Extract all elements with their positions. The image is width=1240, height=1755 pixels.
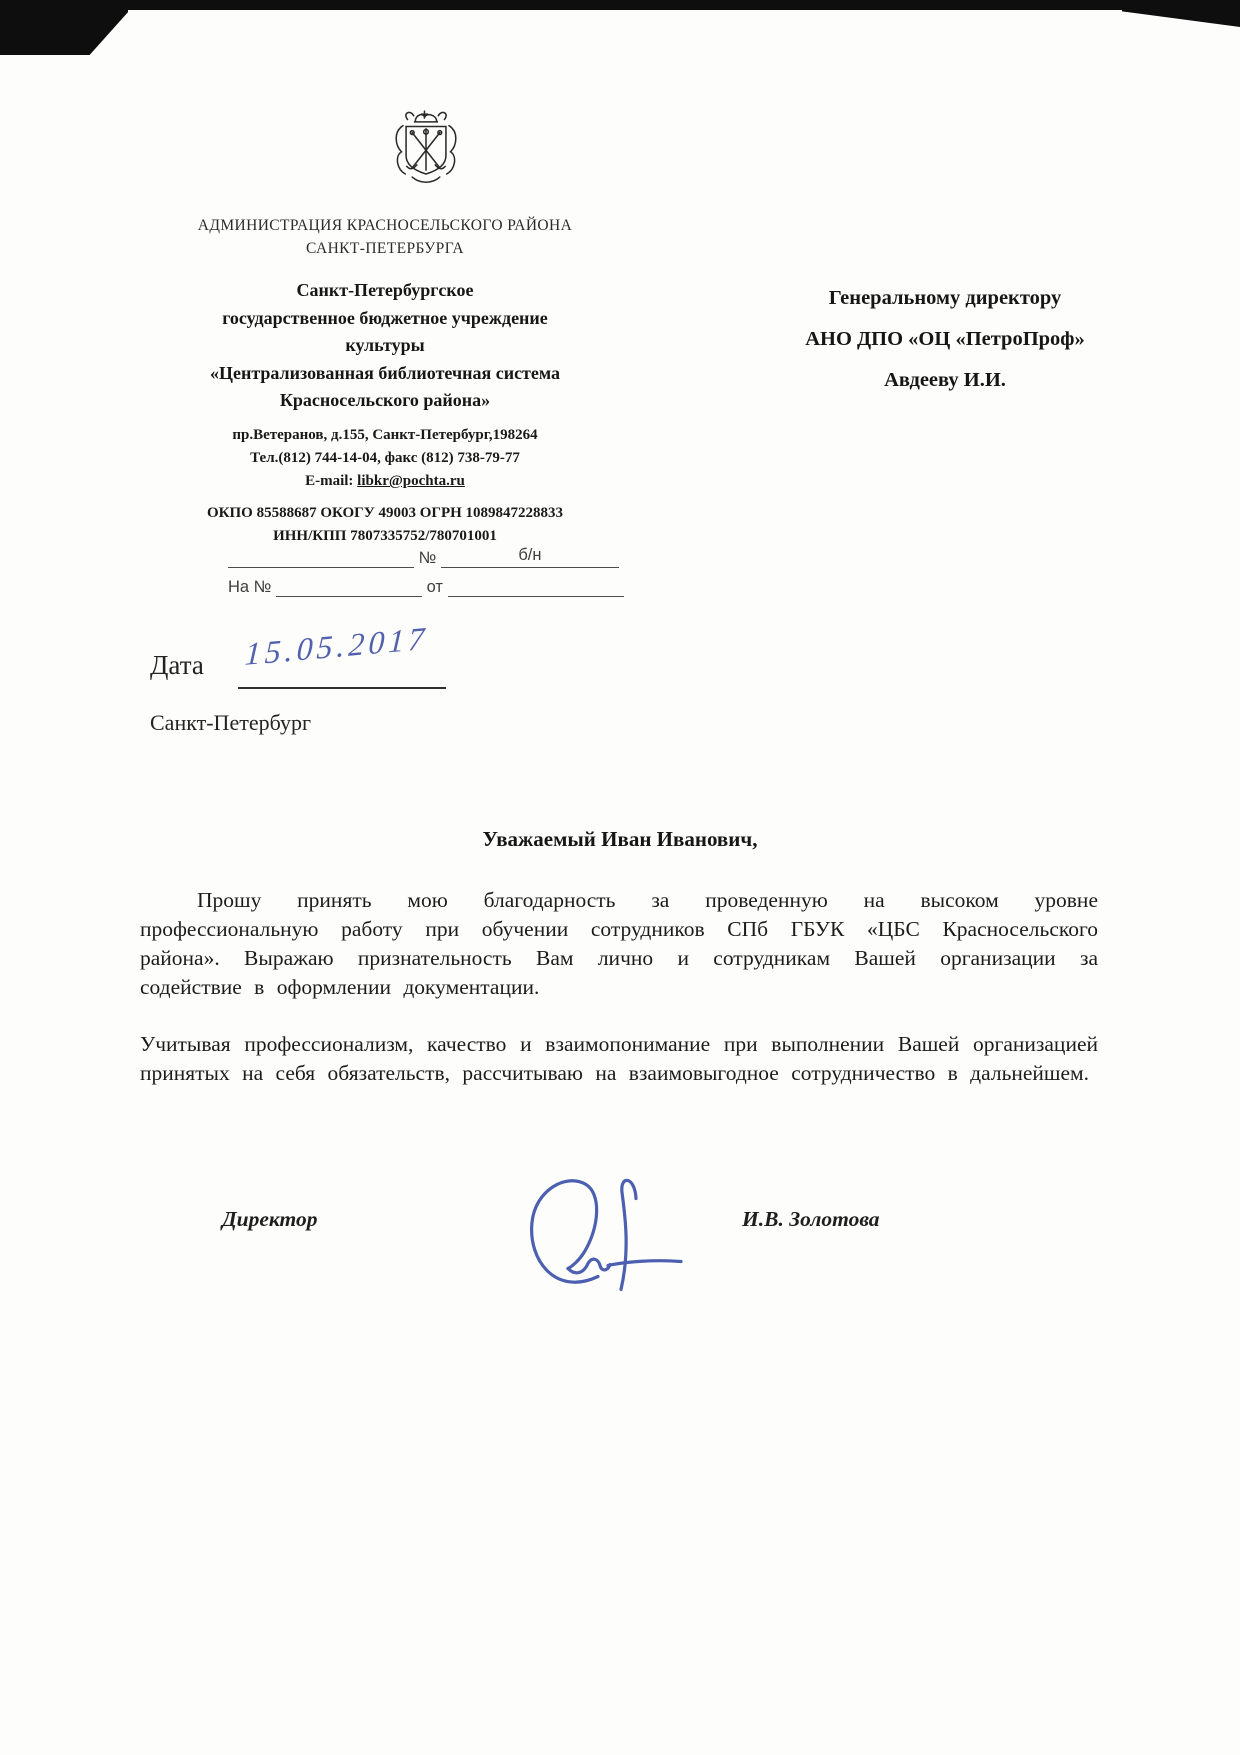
coat-of-arms-icon — [380, 108, 472, 199]
organization-name — [150, 277, 620, 415]
organization-line: культуры — [345, 335, 425, 355]
number-sign-label: № — [418, 549, 437, 567]
reply-to-label: На № — [228, 578, 272, 596]
codes-line2: ИНН/КПП 7807335752/780701001 — [273, 528, 497, 544]
addressee-organization: АНО ДПО «ОЦ «ПетроПроф» — [805, 328, 1085, 350]
body-paragraph-1: Прошу принять мою благодарность за проведенную на высоком уровне профессиональную работу при обучении сотрудников СПб ГБУК «ЦБС Красносельского района». Выражаю признательность Вам лично и сотрудникам Вашей организации за содействие в оформлении документации. — [140, 888, 1098, 999]
outgoing-date-blank — [228, 546, 414, 568]
email-address: libkr@pochta.ru — [357, 473, 465, 489]
administration-line1: АДМИНИСТРАЦИЯ КРАСНОСЕЛЬСКОГО РАЙОНА — [197, 217, 573, 234]
scan-artifact-top-right — [1122, 0, 1240, 27]
organization-line: государственное бюджетное учреждение — [222, 307, 548, 328]
signer-name: И.В. Золотова — [742, 1207, 880, 1231]
organization-line: Санкт-Петербургское — [296, 280, 474, 300]
organization-line: «Централизованная библиотечная система — [209, 362, 561, 383]
postal-address: пр.Ветеранов, д.155, Санкт-Петербург,198264 — [232, 427, 538, 443]
contact-block — [150, 424, 620, 493]
organization-line: Красносельского района» — [279, 390, 491, 410]
reply-date-blank — [448, 575, 624, 597]
handwritten-signature — [518, 1162, 698, 1307]
scan-artifact-top-strip — [0, 0, 1240, 10]
scan-artifact-top-left — [0, 0, 128, 55]
administration-line2: САНКТ-ПЕТЕРБУРГА — [306, 240, 464, 257]
date-underline — [238, 687, 446, 689]
handwritten-date: 15.05.2017 — [244, 619, 430, 672]
reply-number-blank — [276, 575, 422, 597]
administration-header — [150, 214, 620, 260]
outgoing-number-row — [228, 546, 648, 575]
city-line: Санкт-Петербург — [150, 710, 311, 735]
addressee-block — [752, 278, 1138, 401]
phone-fax: Тел.(812) 744-14-04, факс (812) 738-79-77 — [250, 450, 520, 466]
date-label: Дата — [150, 650, 204, 680]
reply-to-row — [228, 575, 648, 604]
email-label: E-mail: — [305, 473, 354, 489]
codes-line1: ОКПО 85588687 ОКОГУ 49003 ОГРН 1089847228833 — [206, 505, 564, 521]
email-line — [150, 470, 620, 493]
registry-codes — [150, 502, 620, 548]
reply-from-label: от — [426, 578, 443, 596]
body-paragraph-2: Учитывая профессионализм, качество и взаимопонимание при выполнении Вашей организацией принятых на себя обязательств, рассчитываю на взаимовыгодное сотрудничество в дальнейшем. — [140, 1032, 1098, 1085]
signer-title: Директор — [222, 1207, 318, 1231]
reference-lines — [228, 546, 648, 604]
outgoing-number-value: б/н — [441, 546, 619, 568]
addressee-name: Авдееву И.И. — [884, 369, 1006, 391]
salutation: Уважаемый Иван Иванович, — [482, 827, 758, 851]
addressee-title: Генеральному директору — [828, 287, 1062, 309]
